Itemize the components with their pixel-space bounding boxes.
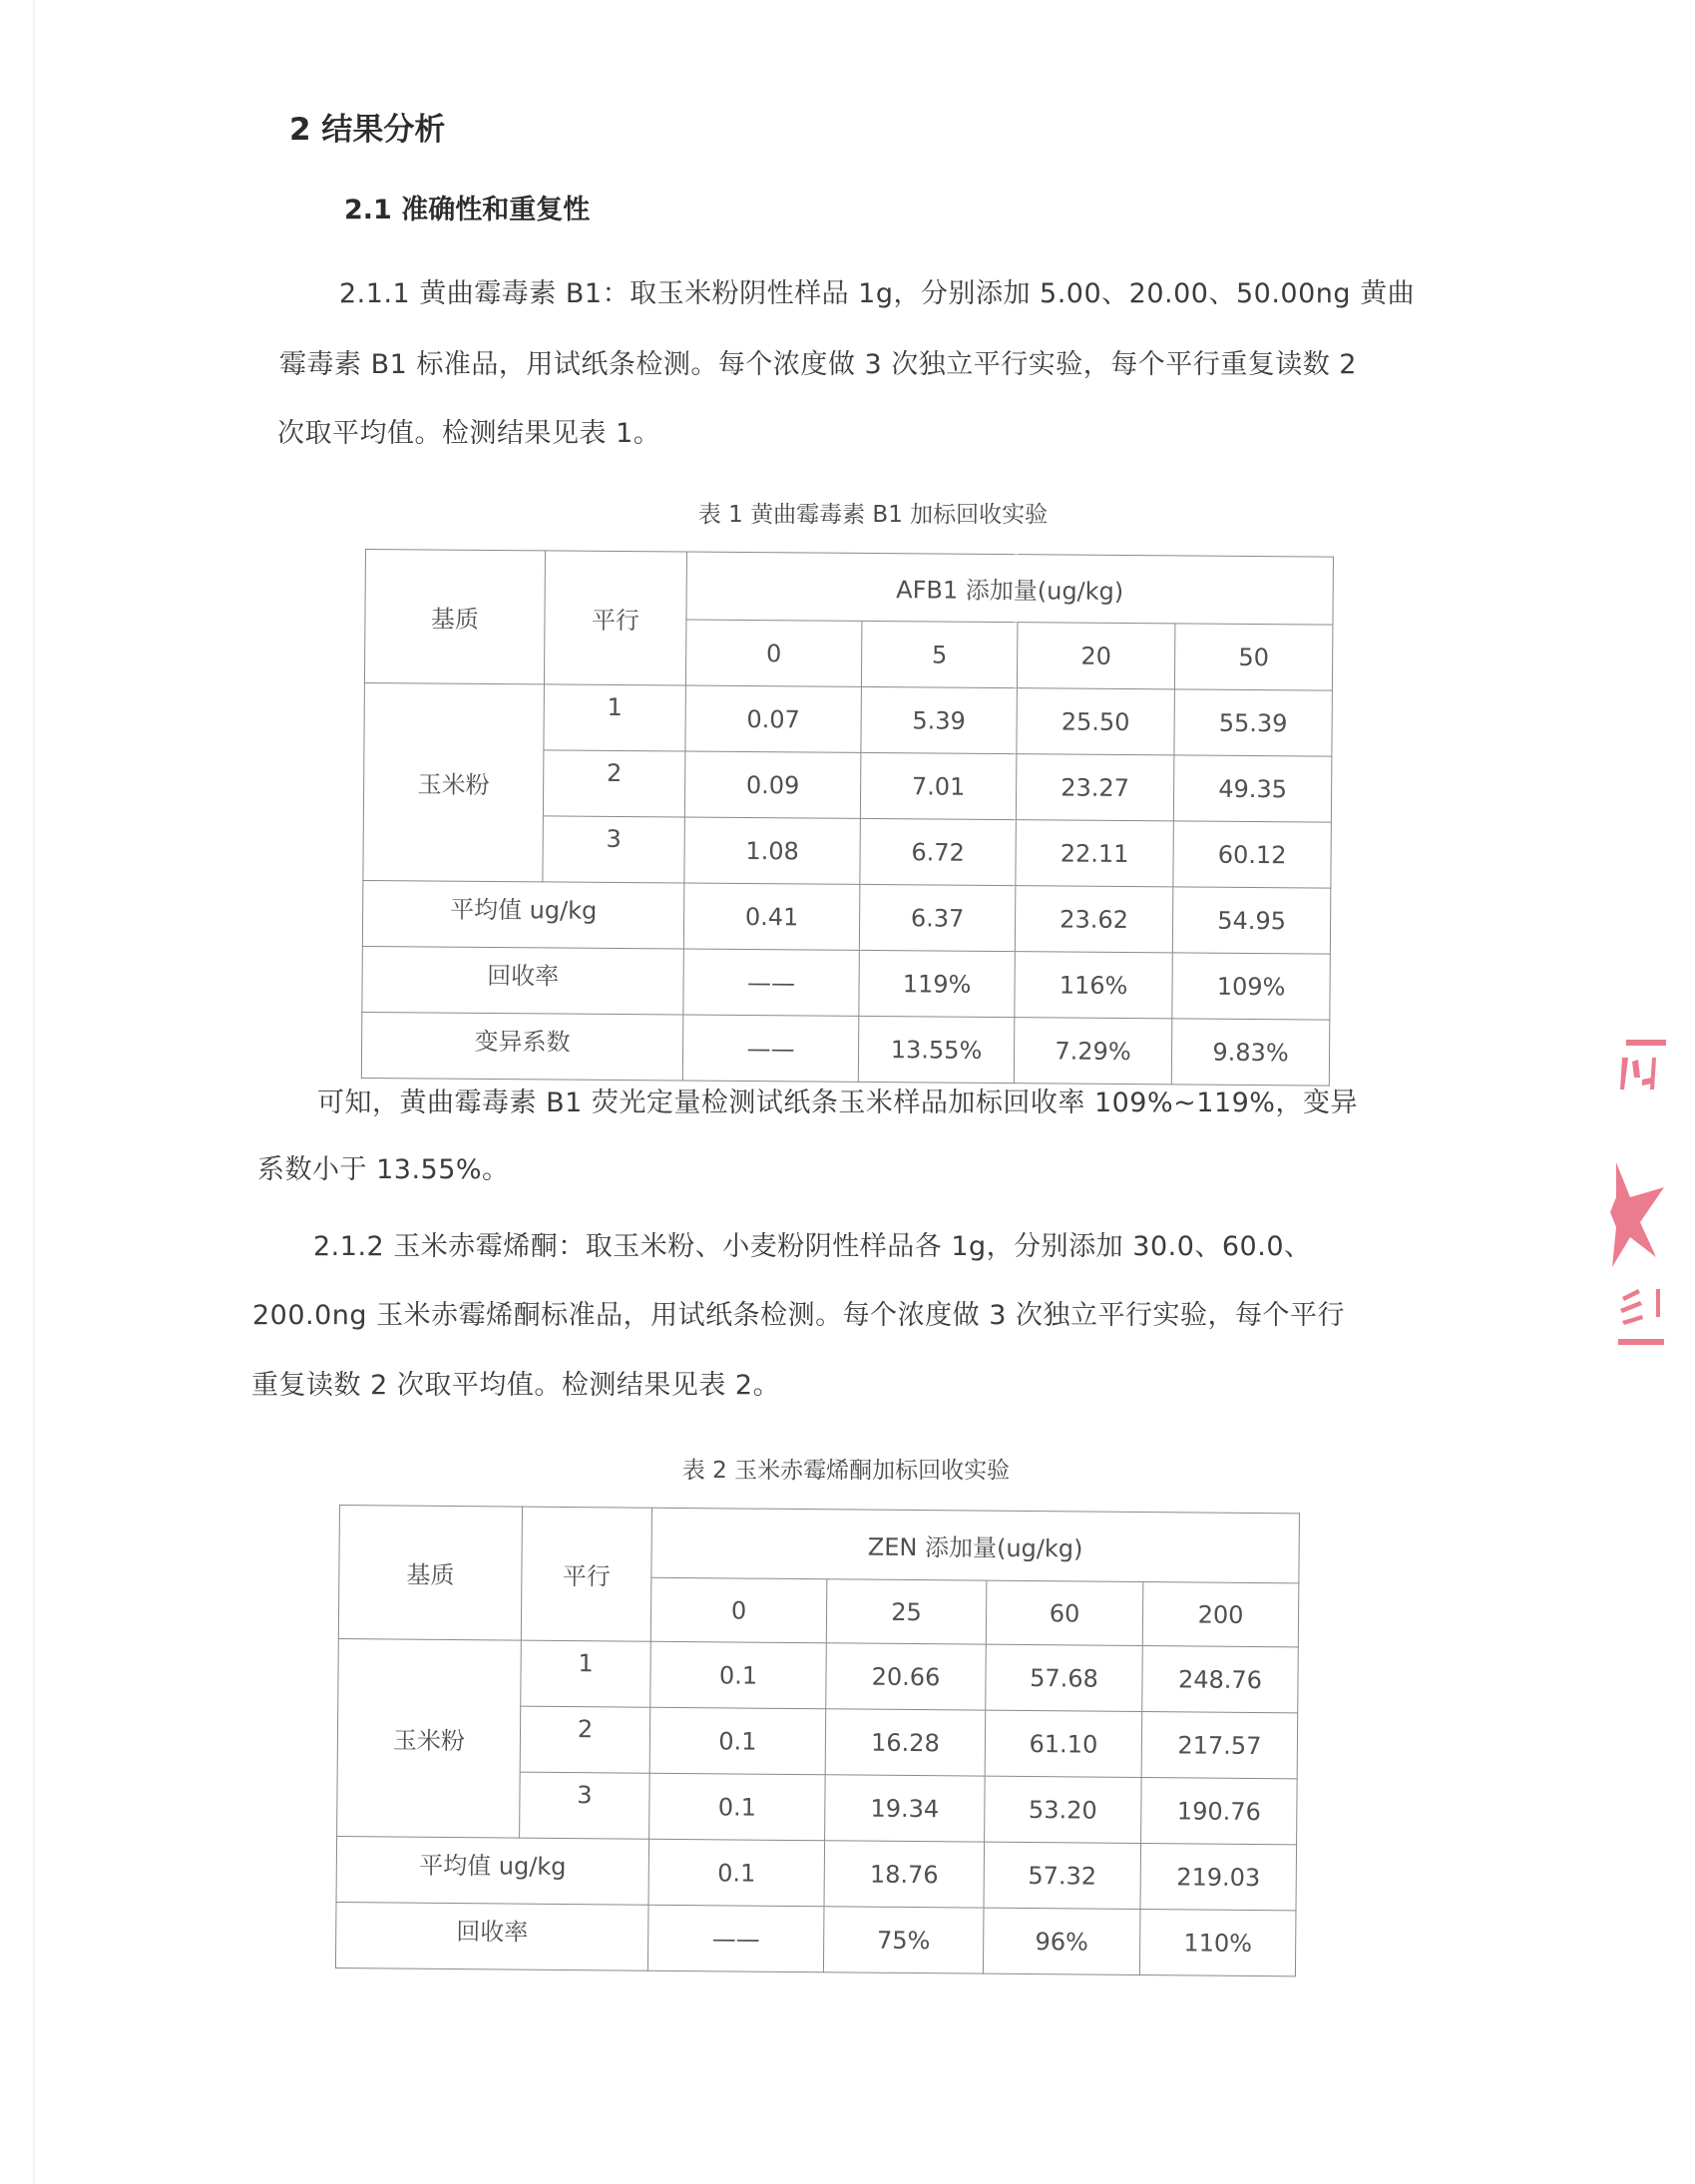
paragraph-line: 2.1.2 玉米赤霉烯酮：取玉米粉、小麦粉阴性样品各 1g，分别添加 30.0、60.0、 (313, 1231, 1312, 1262)
parallel-cell: 2 (543, 750, 685, 817)
value-cell: 60.12 (1173, 821, 1332, 888)
value-cell: 9.83% (1171, 1019, 1330, 1086)
value-cell: 22.11 (1016, 820, 1174, 887)
value-cell: 53.20 (985, 1776, 1142, 1843)
header-level: 50 (1174, 624, 1333, 690)
value-cell: 0.1 (649, 1707, 826, 1775)
red-seal-stamp-icon (1608, 1028, 1670, 1357)
value-cell: 7.01 (860, 752, 1017, 819)
value-cell: 54.95 (1172, 887, 1331, 954)
value-cell: 6.37 (859, 884, 1016, 951)
table-row-cv (361, 1012, 1330, 1086)
summary-label: 平均值 ug/kg (336, 1836, 649, 1905)
value-cell: 7.29% (1014, 1018, 1172, 1085)
value-cell: 119% (859, 950, 1016, 1017)
header-dose-group: AFB1 添加量(ug/kg) (686, 552, 1334, 625)
parallel-cell: 2 (520, 1706, 650, 1773)
value-cell: 190.76 (1141, 1778, 1298, 1845)
scan-edge-line (33, 0, 35, 2184)
summary-label: 平均值 ug/kg (362, 880, 684, 949)
value-cell: 61.10 (985, 1710, 1142, 1777)
header-level: 20 (1017, 623, 1175, 689)
header-level: 200 (1142, 1582, 1299, 1647)
paragraph-line: 2.1.1 黄曲霉毒素 B1：取玉米粉阴性样品 1g，分别添加 5.00、20.00、50.00ng 黄曲 (339, 278, 1416, 309)
value-cell: —— (647, 1905, 824, 1972)
value-cell: 0.41 (683, 883, 860, 950)
value-cell: 219.03 (1140, 1844, 1297, 1911)
summary-label: 回收率 (335, 1902, 648, 1970)
header-parallel: 平行 (521, 1507, 651, 1641)
table-zen-recovery (335, 1505, 1300, 1976)
section-heading: 2 结果分析 (289, 112, 446, 148)
value-cell: 0.1 (649, 1773, 826, 1841)
summary-label: 变异系数 (361, 1012, 683, 1081)
paragraph-line: 系数小于 13.55%。 (257, 1154, 510, 1185)
paragraph-line: 重复读数 2 次取平均值。检测结果见表 2。 (251, 1370, 781, 1401)
header-level: 5 (861, 621, 1018, 687)
value-cell: 5.39 (861, 686, 1018, 753)
parallel-cell: 1 (521, 1640, 651, 1707)
table-afb1-recovery (361, 549, 1334, 1087)
value-cell: 57.32 (984, 1842, 1141, 1909)
parallel-cell: 3 (520, 1772, 650, 1839)
paragraph-line: 可知，黄曲霉毒素 B1 荧光定量检测试纸条玉米样品加标回收率 109%~119%，变异 (317, 1088, 1358, 1118)
value-cell: 116% (1015, 952, 1173, 1019)
table-row-recovery (362, 946, 1331, 1020)
value-cell: 49.35 (1173, 755, 1332, 822)
value-cell: 0.07 (685, 685, 862, 752)
value-cell: 1.08 (684, 817, 861, 884)
value-cell: —— (682, 1015, 859, 1082)
value-cell: 0.1 (650, 1641, 827, 1709)
value-cell: 23.62 (1015, 886, 1173, 953)
header-level: 0 (650, 1577, 827, 1643)
value-cell: 96% (983, 1908, 1140, 1974)
table-row-average (362, 880, 1331, 954)
table-row (364, 682, 1333, 756)
matrix-cell: 玉米粉 (363, 682, 545, 881)
value-cell: 110% (1139, 1910, 1296, 1976)
value-cell: 20.66 (826, 1643, 987, 1710)
value-cell: 23.27 (1016, 754, 1174, 821)
value-cell: 16.28 (825, 1709, 986, 1776)
header-level: 0 (685, 620, 862, 686)
table-row-recovery (335, 1902, 1296, 1975)
value-cell: 25.50 (1017, 688, 1175, 755)
parallel-cell: 1 (544, 684, 686, 751)
value-cell: 18.76 (824, 1841, 985, 1908)
value-cell: 248.76 (1142, 1646, 1299, 1713)
header-matrix: 基质 (364, 550, 545, 684)
header-matrix: 基质 (338, 1506, 522, 1641)
header-parallel: 平行 (544, 551, 686, 685)
value-cell: 217.57 (1141, 1712, 1298, 1779)
table2-caption: 表 2 玉米赤霉烯酮加标回收实验 (681, 1458, 1011, 1484)
paragraph-line: 次取平均值。检测结果见表 1。 (277, 418, 661, 449)
value-cell: 55.39 (1174, 689, 1333, 756)
value-cell: 6.72 (860, 818, 1017, 885)
header-level: 60 (986, 1580, 1143, 1645)
matrix-cell: 玉米粉 (337, 1638, 522, 1838)
value-cell: 0.09 (684, 751, 861, 818)
value-cell: 19.34 (825, 1775, 986, 1842)
summary-label: 回收率 (362, 946, 684, 1015)
header-dose-group: ZEN 添加量(ug/kg) (651, 1508, 1300, 1583)
parallel-cell: 3 (543, 816, 685, 883)
paragraph-line: 200.0ng 玉米赤霉烯酮标准品，用试纸条检测。每个浓度做 3 次独立平行实验，每个平行 (252, 1300, 1345, 1331)
value-cell: 13.55% (858, 1016, 1015, 1083)
subsection-heading: 2.1 准确性和重复性 (344, 195, 591, 225)
value-cell: —— (683, 949, 860, 1016)
table1-caption: 表 1 黄曲霉毒素 B1 加标回收实验 (697, 502, 1049, 528)
header-level: 25 (826, 1579, 987, 1644)
value-cell: 75% (823, 1907, 984, 1973)
table-row-average (336, 1836, 1297, 1910)
value-cell: 109% (1172, 953, 1331, 1020)
value-cell: 57.68 (986, 1644, 1143, 1711)
paragraph-line: 霉毒素 B1 标准品，用试纸条检测。每个浓度做 3 次独立平行实验，每个平行重复读数 2 (279, 349, 1357, 380)
table-row (338, 1638, 1299, 1712)
value-cell: 0.1 (648, 1839, 825, 1907)
